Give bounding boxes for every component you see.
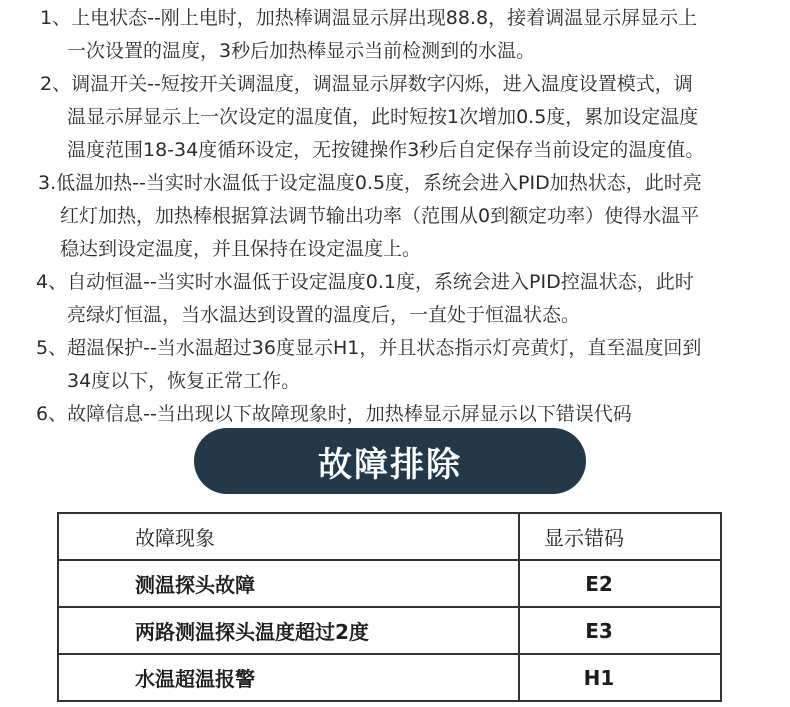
- instruction-line: 34度以下，恢复正常工作。: [67, 370, 301, 392]
- error-code-cell: [519, 560, 721, 607]
- error-code-value: H1: [583, 665, 615, 690]
- instruction-line: 3.低温加热--当实时水温低于设定温度0.5度，系统会进入PID加热状态，此时亮: [38, 172, 702, 194]
- header-error-code: 显示错码: [519, 513, 721, 560]
- table-header-row: [58, 513, 721, 560]
- banner-title: 故障排除: [318, 444, 462, 485]
- instruction-line: 1、上电状态--刚上电时，加热棒调温显示屏出现88.8，接着调温显示屏显示上: [40, 7, 698, 29]
- instruction-line: 6、故障信息--当出现以下故障现象时，加热棒显示屏显示以下错误代码: [36, 403, 632, 425]
- instruction-line: 5、超温保护--当水温超过36度显示H1，并且状态指示灯亮黄灯，直至温度回到: [36, 337, 702, 359]
- instruction-line: 2、调温开关--短按开关调温度，调温显示屏数字闪烁，进入温度设置模式，调: [40, 73, 693, 95]
- instruction-line: 红灯加热，加热棒根据算法调节输出功率（范围从0到额定功率）使得水温平: [60, 205, 700, 227]
- instruction-line: 亮绿灯恒温，当水温达到设置的温度后，一直处于恒温状态。: [67, 304, 581, 326]
- table-row: [58, 654, 721, 701]
- table-row: [58, 607, 721, 654]
- error-code-cell: [519, 654, 721, 701]
- header-fault-symptom: 故障现象: [58, 513, 519, 560]
- error-code-value: E3: [585, 618, 613, 643]
- instruction-line: 温度范围18-34度循环设定，无按键操作3秒后自定保存当前设定的温度值。: [67, 139, 705, 161]
- instruction-line: 稳达到设定温度，并且保持在设定温度上。: [60, 238, 422, 260]
- instruction-line: 温显示屏显示上一次设定的温度值，此时短按1次增加0.5度，累加设定温度: [67, 106, 699, 128]
- fault-symptom-cell: 测温探头故障: [58, 560, 519, 607]
- fault-symptom-cell: 水温超温报警: [58, 654, 519, 701]
- fault-code-table: [57, 512, 722, 702]
- instruction-line: 一次设置的温度，3秒后加热棒显示当前检测到的水温。: [67, 40, 536, 62]
- table-row: [58, 560, 721, 607]
- fault-symptom-cell: 两路测温探头温度超过2度: [58, 607, 519, 654]
- troubleshooting-banner: [194, 428, 586, 494]
- instruction-line: 4、自动恒温--当实时水温低于设定温度0.1度，系统会进入PID控温状态，此时: [36, 271, 694, 293]
- error-code-value: E2: [585, 571, 613, 596]
- error-code-cell: [519, 607, 721, 654]
